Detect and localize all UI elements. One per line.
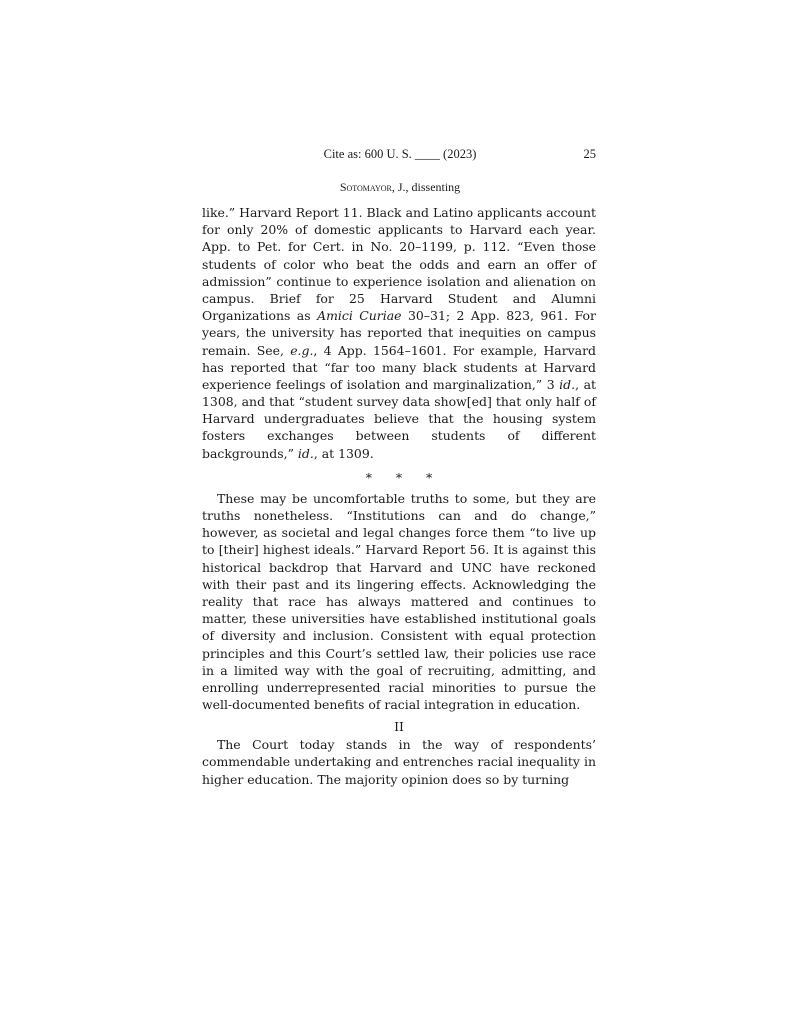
author-name: Sotomayor [339, 180, 392, 194]
italic-run: id. [297, 445, 314, 461]
section-separator: * * * [365, 469, 433, 485]
section-heading: II [394, 719, 404, 735]
paragraph: These may be uncomfortable truths to some, but they are truths nonetheless. “Institutions can and do change,” however, as societal and legal changes force them “to live up to [their] highest ideals.” Harvard Report 56. It is against this historical backdrop that Harvard and UNC have reckoned with their past and its lingering effects. Acknowledging the reality that race has always mattered and continues to matter, these universities have established institutional goals of diversity and inclusion. Consistent with equal protection principles and this Court’s settled law, their policies use race in a limited way with the goal of recruiting, admitting, and enrolling underrepresented racial minorities to pursue the well-documented benefits of racial integration in education. [202, 490, 596, 713]
text-run: , at 1309. [313, 445, 374, 461]
author-suffix: , J., dissenting [391, 180, 461, 194]
italic-run: Amici Curiae [317, 308, 402, 324]
page-number: 25 [583, 147, 596, 161]
text-run: , at 1308, and that “student survey data show[ed] that only half of Harvard undergraduates believe that the housing system fosters exchanges between students of different backgrounds,” [202, 376, 596, 461]
paragraph: The Court today stands in the way of respondents’ commendable undertaking and entrenches racial inequality in higher education. The majority opinion does so by turning [202, 737, 596, 787]
text-run: 30–31; 2 App. 823, 961. For years, the university has reported that inequities on campus remain. See, [202, 308, 596, 358]
running-head [200, 147, 600, 165]
paragraph-continued [202, 204, 596, 462]
italic-run: e.g. [290, 342, 314, 358]
citation: Cite as: 600 U. S. ____ (2023) [323, 147, 477, 161]
italic-run: id. [559, 376, 576, 392]
author-line [200, 180, 600, 195]
text-run: , 4 App. 1564–1601. For example, Harvard has reported that “far too many black students at Harvard experience feelings of isolation and marginalization,” 3 [202, 342, 596, 392]
text-run: like.” Harvard Report 11. Black and Latino applicants account for only 20% of domestic applicants to Harvard each year. App. to Pet. for Cert. in No. 20–1199, p. 112. “Even those students of color who beat the odds and earn an offer of admission” continue to experience isolation and alienation on campus. Brief for 25 Harvard Student and Alumni Organizations as [202, 205, 596, 324]
opinion-body [202, 204, 596, 788]
